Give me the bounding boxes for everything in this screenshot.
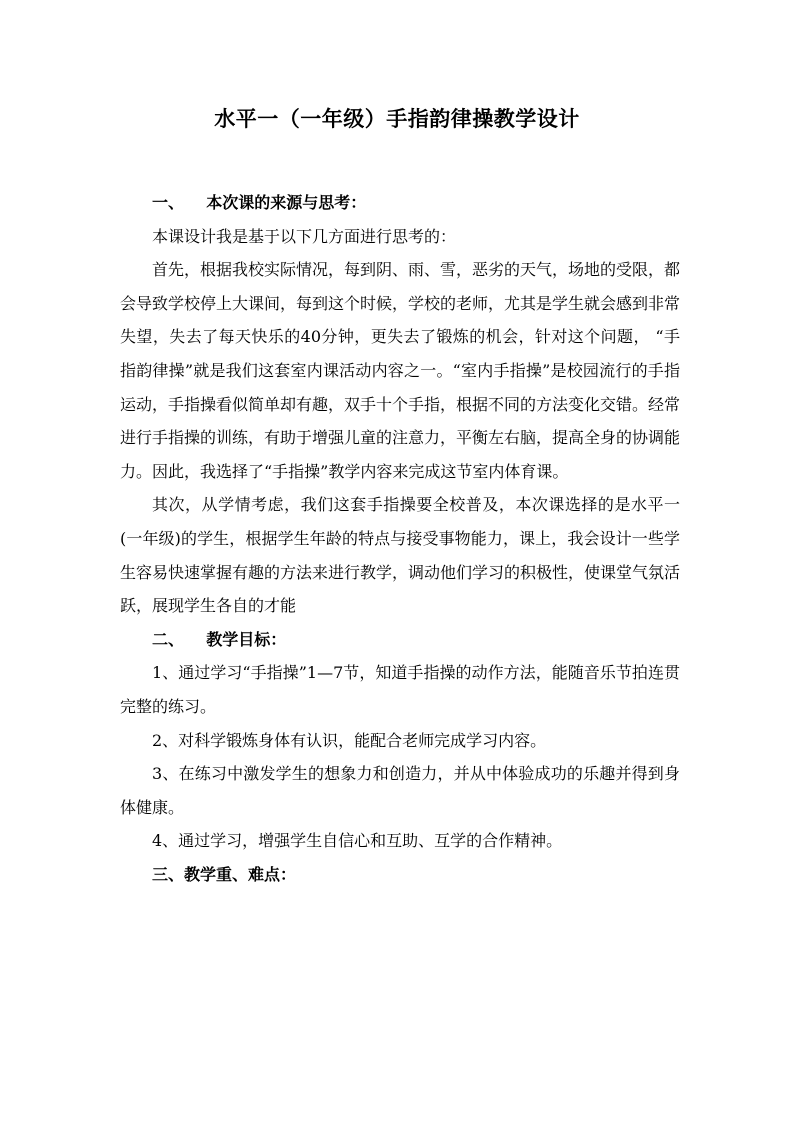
document-title: 水平一（一年级）手指韵律操教学设计 xyxy=(214,106,580,131)
section-1-intro: 本课设计我是基于以下几方面进行思考的： xyxy=(152,226,457,246)
document-body xyxy=(120,186,680,891)
section-2-heading: 二、 教学目标： xyxy=(152,629,287,649)
goal-item-4: 4、通过学习，增强学生自信心和互助、互学的合作精神。 xyxy=(152,831,563,851)
section-1-paragraph-2: 其次，从学情考虑，我们这套手指操要全校普及，本次课选择的是水平一(一年级)的学生，根据学生年龄的特点与接受事物能力，课上，我会设计一些学生容易快速掌握有趣的方法来进行教学，调动他们学习的积极性，使课堂气氛活跃，展现学生各自的才能 xyxy=(120,495,681,616)
section-1-paragraph-1: 首先，根据我校实际情况，每到阴、雨、雪，恶劣的天气，场地的受限，都会导致学校停上大课间，每到这个时候，学校的老师，尤其是学生就会感到非常失望，失去了每天快乐的40分钟，更失去了锻炼的机会，针对这个问题， “手指韵律操”就是我们这套室内课活动内容之一。“室内手指操”是校园流行的手指运动，手指操看似简单却有趣，双手十个手指，根据不同的方法变化交错。经常进行手指操的训练，有助于增强儿童的注意力，平衡左右脑，提高全身的协调能力。因此，我选择了“手指操”教学内容来完成这节室内体育课。 xyxy=(120,260,681,481)
goal-item-2: 2、对科学锻炼身体有认识，能配合老师完成学习内容。 xyxy=(152,730,547,750)
goal-item-3: 3、在练习中激发学生的想象力和创造力，并从中体验成功的乐趣并得到身体健康。 xyxy=(120,764,680,817)
section-3-heading: 三、教学重、难点： xyxy=(152,864,297,884)
section-1-heading: 一、 本次课的来源与思考： xyxy=(152,193,367,212)
goal-item-1: 1、通过学习“手指操”1—7节，知道手指操的动作方法，能随音乐节拍连贯完整的练习。 xyxy=(120,663,680,716)
